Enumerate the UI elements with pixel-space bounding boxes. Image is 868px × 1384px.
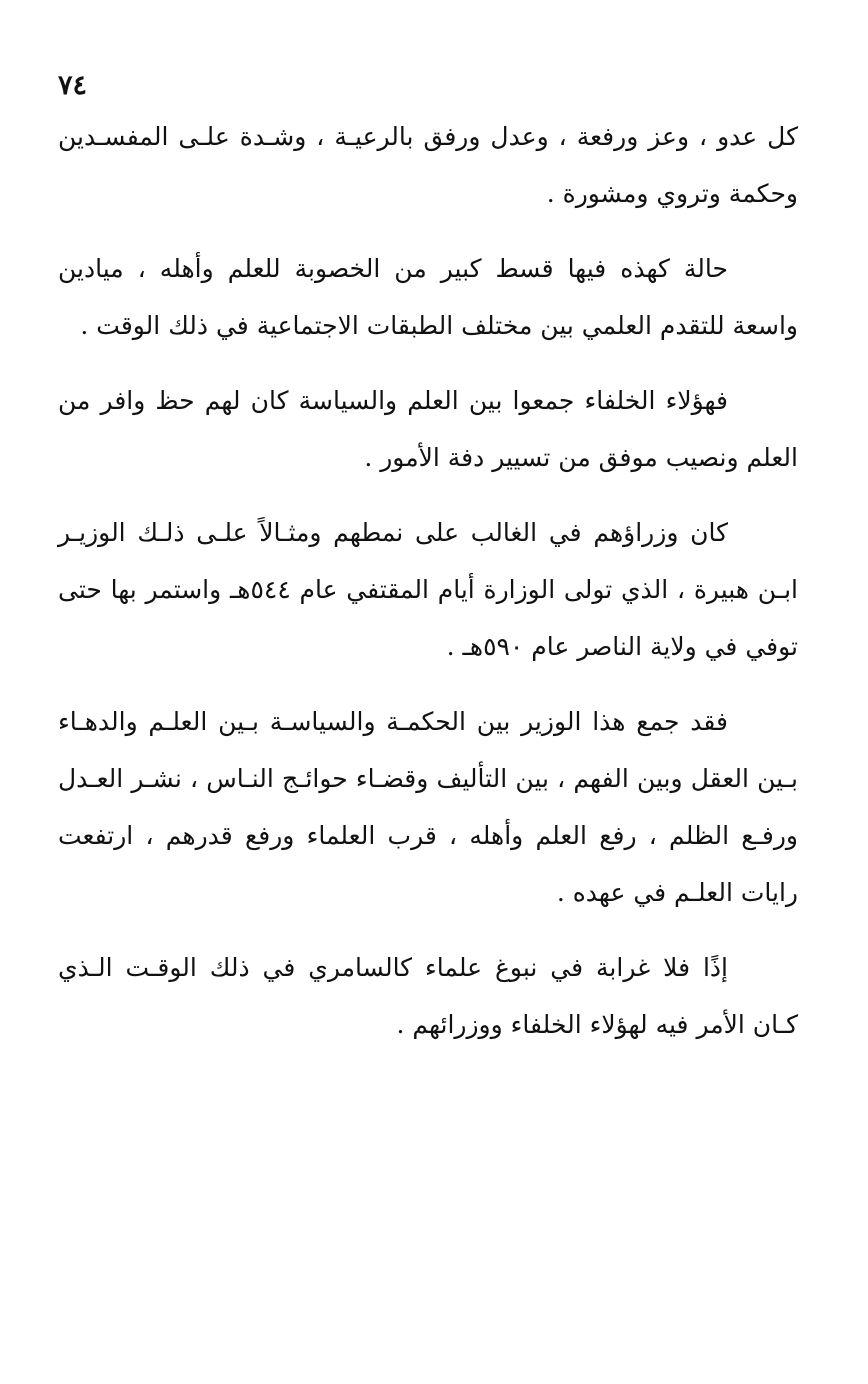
page-body (58, 108, 798, 1071)
page-number: ٧٤ (58, 70, 88, 101)
paragraph-2: حالة كهذه فيها قسط كبير من الخصوبة للعلم وأهله ، ميادين واسعة للتقدم العلمي بين مختلف الطبقات الاجتماعية في ذلك الوقت . (58, 254, 798, 340)
paragraph-6: إذًا فلا غرابة في نبوغ علماء كالسامري في ذلك الوقـت الـذي كـان الأمر فيه لهؤلاء الخلفاء ووزرائهم . (58, 953, 798, 1039)
paragraph-5: فقد جمع هذا الوزير بين الحكمـة والسياسـة بـين العلـم والدهـاء بـين العقل وبين الفهم ، بين التأليف وقضـاء حوائـج النـاس ، نشـر العـدل ورفـع الظلم ، رفع العلم وأهله ، قرب العلماء ورفع قدرهم ، ارتفعت رايات العلـم في عهده . (58, 707, 798, 907)
paragraph-3: فهؤلاء الخلفاء جمعوا بين العلم والسياسة كان لهم حظ وافر من العلم ونصيب موفق من تسيير دفة الأمور . (58, 386, 798, 472)
paragraph-4: كان وزراؤهم في الغالب على نمطهم ومثـالاً علـى ذلـك الوزيـر ابـن هبيرة ، الذي تولى الوزارة أيام المقتفي عام ٥٤٤هـ واستمر بها حتى توفي في ولاية الناصر عام ٥٩٠هـ . (58, 518, 798, 661)
paragraph-1: كل عدو ، وعز ورفعة ، وعدل ورفق بالرعيـة ، وشـدة علـى المفسـدين وحكمة وتروي ومشورة . (58, 122, 798, 208)
